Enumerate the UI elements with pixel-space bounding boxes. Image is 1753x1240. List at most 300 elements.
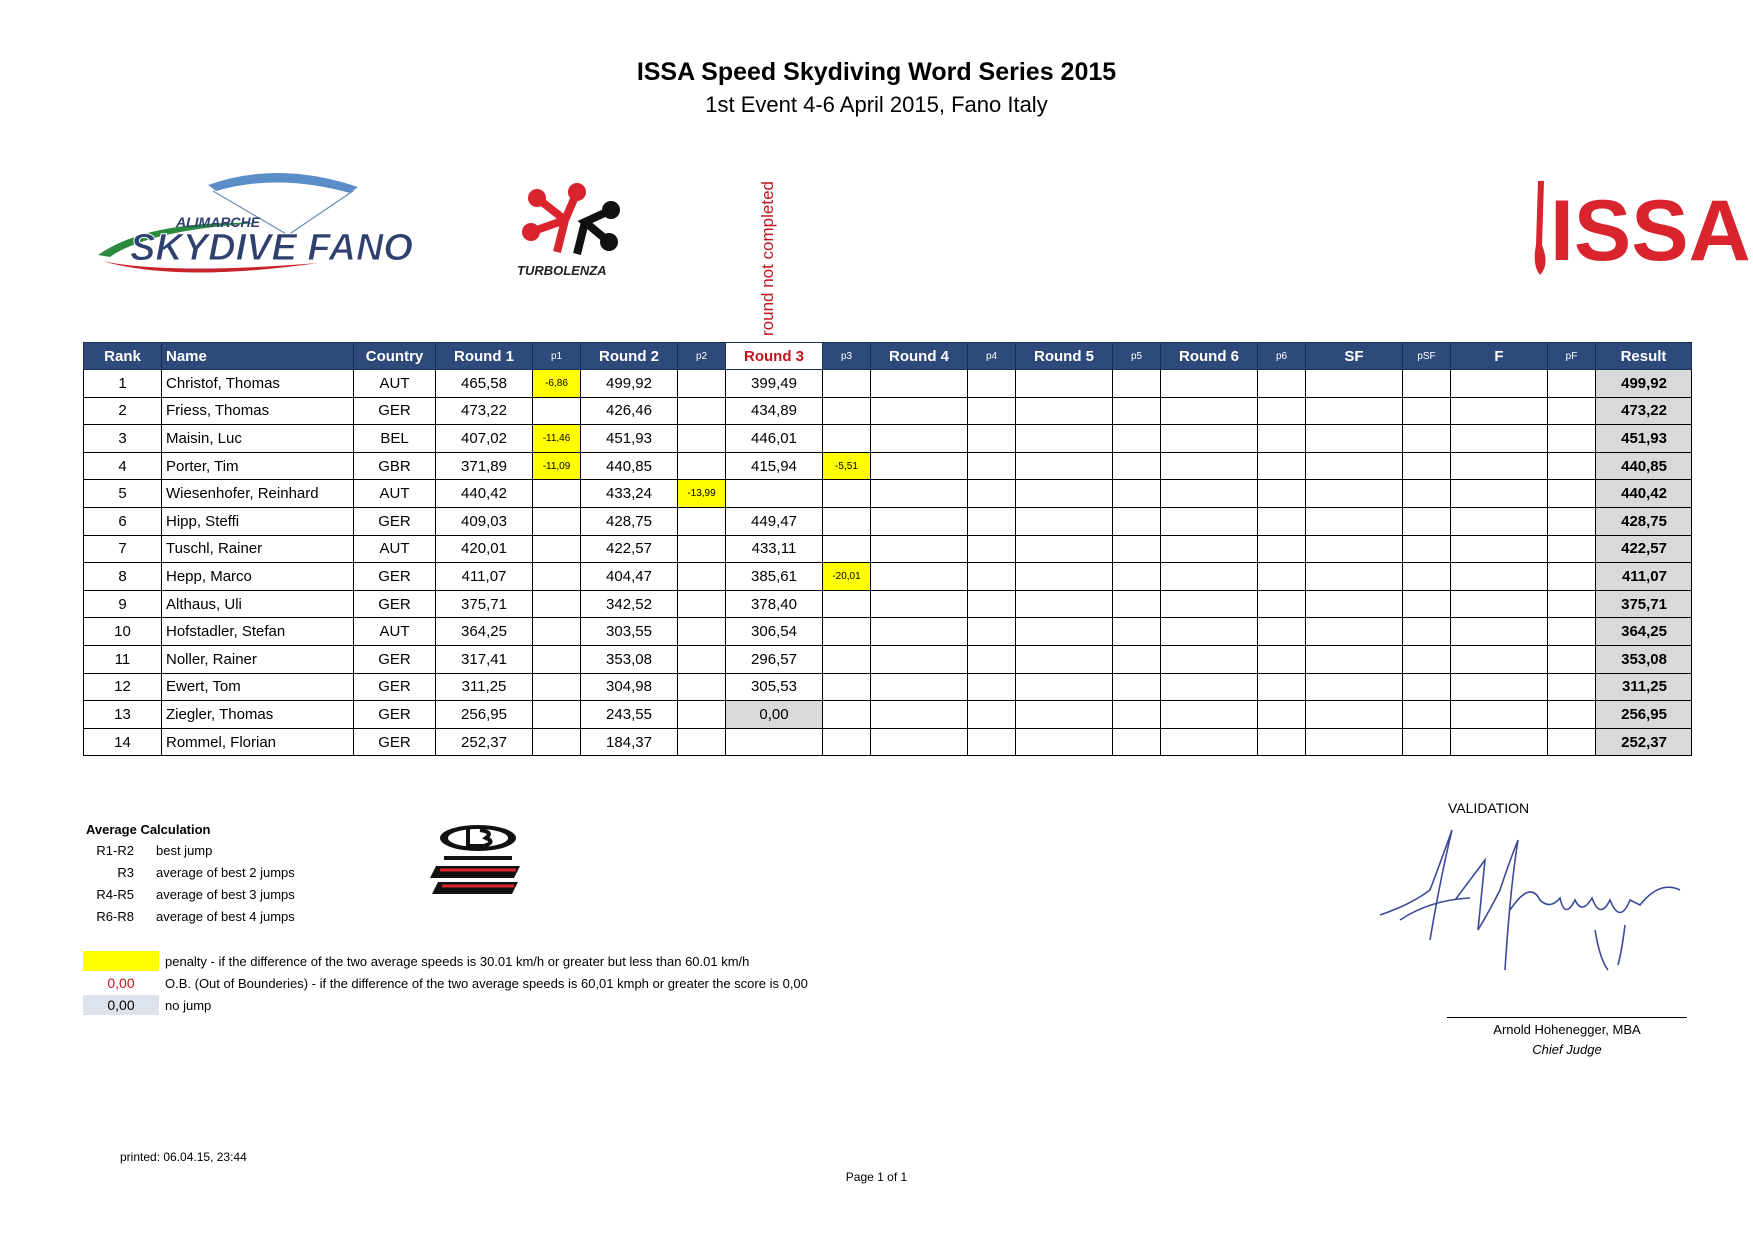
header-round1: Round 1 (436, 343, 533, 370)
p5-cell (1113, 590, 1161, 618)
rank-cell: 2 (84, 397, 162, 425)
signature-line (1447, 1017, 1687, 1018)
p3-cell: -20,01 (823, 563, 871, 591)
result-cell: 499,92 (1596, 370, 1692, 398)
p4-cell (968, 618, 1016, 646)
pf-cell (1548, 535, 1596, 563)
p4-cell (968, 452, 1016, 480)
p6-cell (1258, 673, 1306, 701)
round1-cell: 252,37 (436, 728, 533, 756)
pf-cell (1548, 673, 1596, 701)
turbolenza-logo (515, 180, 635, 280)
table-row (84, 645, 1692, 673)
p4-cell (968, 425, 1016, 453)
round4-cell (871, 452, 968, 480)
name-cell: Christof, Thomas (162, 370, 354, 398)
round3-cell: 385,61 (726, 563, 823, 591)
p6-cell (1258, 701, 1306, 729)
table-row (84, 701, 1692, 729)
round5-cell (1016, 370, 1113, 398)
round5-cell (1016, 452, 1113, 480)
penalty-text: penalty - if the difference of the two average speeds is 30.01 km/h or greater but less than 60.01 km/h (165, 953, 750, 969)
p4-cell (968, 728, 1016, 756)
pf-cell (1548, 701, 1596, 729)
sf-cell (1306, 397, 1403, 425)
round6-cell (1161, 370, 1258, 398)
avg-text: average of best 3 jumps (156, 887, 295, 902)
p6-cell (1258, 370, 1306, 398)
table-row (84, 370, 1692, 398)
rank-cell: 8 (84, 563, 162, 591)
round5-cell (1016, 563, 1113, 591)
p3-cell (823, 425, 871, 453)
round2-cell: 404,47 (581, 563, 678, 591)
psf-cell (1403, 563, 1451, 591)
avg-text: average of best 2 jumps (156, 865, 295, 880)
issa-logo (1520, 175, 1751, 285)
round6-cell (1161, 507, 1258, 535)
p3-cell (823, 645, 871, 673)
p1-cell: -11,09 (533, 452, 581, 480)
p5-cell (1113, 563, 1161, 591)
psf-cell (1403, 701, 1451, 729)
p1-cell: -6,86 (533, 370, 581, 398)
round3-cell: 378,40 (726, 590, 823, 618)
p6-cell (1258, 535, 1306, 563)
round6-cell (1161, 728, 1258, 756)
name-cell: Ewert, Tom (162, 673, 354, 701)
result-cell: 256,95 (1596, 701, 1692, 729)
result-cell: 353,08 (1596, 645, 1692, 673)
round2-cell: 433,24 (581, 480, 678, 508)
name-cell: Maisin, Luc (162, 425, 354, 453)
pf-cell (1548, 452, 1596, 480)
list-item (86, 865, 295, 887)
p3-cell (823, 618, 871, 646)
p2-cell (678, 701, 726, 729)
p3-cell (823, 701, 871, 729)
p6-cell (1258, 645, 1306, 673)
country-cell: GER (354, 701, 436, 729)
round4-cell (871, 673, 968, 701)
p1-cell (533, 507, 581, 535)
signature (1360, 820, 1690, 980)
result-cell: 440,85 (1596, 452, 1692, 480)
p5-cell (1113, 673, 1161, 701)
printed-timestamp: printed: 06.04.15, 23:44 (120, 1150, 247, 1164)
p2-cell (678, 645, 726, 673)
p1-cell (533, 397, 581, 425)
sf-cell (1306, 645, 1403, 673)
round3-cell: 433,11 (726, 535, 823, 563)
sf-cell (1306, 673, 1403, 701)
f-cell (1451, 370, 1548, 398)
legend-no-jump (83, 994, 808, 1016)
country-cell: GBR (354, 452, 436, 480)
header-round5: Round 5 (1016, 343, 1113, 370)
round3-cell (726, 480, 823, 508)
psf-cell (1403, 535, 1451, 563)
p6-cell (1258, 728, 1306, 756)
result-cell: 364,25 (1596, 618, 1692, 646)
country-cell: GER (354, 590, 436, 618)
country-cell: GER (354, 673, 436, 701)
round2-cell: 451,93 (581, 425, 678, 453)
table-row (84, 480, 1692, 508)
name-cell: Noller, Rainer (162, 645, 354, 673)
avg-code: R3 (117, 865, 134, 880)
svg-text:TURBOLENZA: TURBOLENZA (517, 263, 607, 278)
p4-cell (968, 673, 1016, 701)
table-row (84, 590, 1692, 618)
sf-cell (1306, 425, 1403, 453)
results-table (83, 342, 1692, 756)
result-cell: 440,42 (1596, 480, 1692, 508)
round5-cell (1016, 728, 1113, 756)
round5-cell (1016, 535, 1113, 563)
p4-cell (968, 563, 1016, 591)
nojump-swatch: 0,00 (83, 995, 159, 1015)
round4-cell (871, 701, 968, 729)
round1-cell: 465,58 (436, 370, 533, 398)
round6-cell (1161, 397, 1258, 425)
rank-cell: 12 (84, 673, 162, 701)
rank-cell: 14 (84, 728, 162, 756)
psf-cell (1403, 645, 1451, 673)
psf-cell (1403, 507, 1451, 535)
pf-cell (1548, 425, 1596, 453)
name-cell: Hofstadler, Stefan (162, 618, 354, 646)
f-cell (1451, 507, 1548, 535)
header-p5: p5 (1113, 343, 1161, 370)
rank-cell: 3 (84, 425, 162, 453)
rank-cell: 11 (84, 645, 162, 673)
document-subtitle: 1st Event 4-6 April 2015, Fano Italy (705, 92, 1048, 117)
round4-cell (871, 370, 968, 398)
round6-cell (1161, 452, 1258, 480)
round3-cell: 306,54 (726, 618, 823, 646)
header-round6: Round 6 (1161, 343, 1258, 370)
p2-cell (678, 370, 726, 398)
legend-penalty (83, 950, 808, 972)
country-cell: AUT (354, 618, 436, 646)
header-round2: Round 2 (581, 343, 678, 370)
sf-cell (1306, 480, 1403, 508)
name-cell: Althaus, Uli (162, 590, 354, 618)
round3-cell: 434,89 (726, 397, 823, 425)
p2-cell (678, 425, 726, 453)
document-title: ISSA Speed Skydiving Word Series 2015 (636, 58, 1117, 86)
psf-cell (1403, 728, 1451, 756)
round4-cell (871, 507, 968, 535)
p2-cell (678, 535, 726, 563)
round2-cell: 243,55 (581, 701, 678, 729)
result-cell: 451,93 (1596, 425, 1692, 453)
psf-cell (1403, 673, 1451, 701)
f-cell (1451, 701, 1548, 729)
result-cell: 422,57 (1596, 535, 1692, 563)
pf-cell (1548, 618, 1596, 646)
header-p2: p2 (678, 343, 726, 370)
country-cell: BEL (354, 425, 436, 453)
f-cell (1451, 452, 1548, 480)
p6-cell (1258, 590, 1306, 618)
round1-cell: 420,01 (436, 535, 533, 563)
round5-cell (1016, 590, 1113, 618)
round4-cell (871, 728, 968, 756)
p2-cell (678, 618, 726, 646)
table-row (84, 535, 1692, 563)
round2-cell: 422,57 (581, 535, 678, 563)
p1-cell (533, 535, 581, 563)
p1-cell (533, 618, 581, 646)
average-calculation-title: Average Calculation (86, 822, 211, 837)
header-round3: Round 3 (726, 343, 823, 370)
f-cell (1451, 673, 1548, 701)
p5-cell (1113, 701, 1161, 729)
round1-cell: 364,25 (436, 618, 533, 646)
psf-cell (1403, 618, 1451, 646)
header-name: Name (162, 343, 354, 370)
ob-text: O.B. (Out of Bounderies) - if the difference of the two average speeds is 60,01 kmph or greater the score is 0,00 (165, 975, 808, 991)
pf-cell (1548, 563, 1596, 591)
round1-cell: 311,25 (436, 673, 533, 701)
f-cell (1451, 645, 1548, 673)
country-cell: GER (354, 728, 436, 756)
round3-cell: 449,47 (726, 507, 823, 535)
table-row (84, 507, 1692, 535)
round2-cell: 440,85 (581, 452, 678, 480)
round6-cell (1161, 645, 1258, 673)
round2-cell: 303,55 (581, 618, 678, 646)
p2-cell (678, 452, 726, 480)
svg-text:SKYDIVE FANO: SKYDIVE FANO (130, 227, 413, 269)
judge-name: Arnold Hohenegger, MBA (1493, 1022, 1641, 1037)
list-item (86, 909, 295, 931)
psf-cell (1403, 370, 1451, 398)
round5-cell (1016, 397, 1113, 425)
round2-cell: 428,75 (581, 507, 678, 535)
p6-cell (1258, 618, 1306, 646)
p5-cell (1113, 370, 1161, 398)
p4-cell (968, 480, 1016, 508)
sf-cell (1306, 701, 1403, 729)
round2-cell: 353,08 (581, 645, 678, 673)
larsen-brusgaard-logo (428, 822, 528, 902)
country-cell: GER (354, 507, 436, 535)
header-p4: p4 (968, 343, 1016, 370)
round4-cell (871, 645, 968, 673)
header-pf: pF (1548, 343, 1596, 370)
country-cell: GER (354, 397, 436, 425)
header-p3: p3 (823, 343, 871, 370)
name-cell: Tuschl, Rainer (162, 535, 354, 563)
psf-cell (1403, 425, 1451, 453)
f-cell (1451, 590, 1548, 618)
rank-cell: 6 (84, 507, 162, 535)
table-row (84, 425, 1692, 453)
f-cell (1451, 618, 1548, 646)
nojump-text: no jump (165, 997, 212, 1013)
svg-text:ALIMARCHE: ALIMARCHE (176, 214, 260, 230)
round1-cell: 256,95 (436, 701, 533, 729)
round3-cell: 399,49 (726, 370, 823, 398)
round3-cell: 0,00 (726, 701, 823, 729)
f-cell (1451, 425, 1548, 453)
average-calculation (86, 822, 295, 931)
p1-cell (533, 563, 581, 591)
p1-cell (533, 645, 581, 673)
sf-cell (1306, 618, 1403, 646)
rank-cell: 7 (84, 535, 162, 563)
round-not-completed-note: round not completed (758, 181, 777, 336)
round2-cell: 184,37 (581, 728, 678, 756)
p3-cell (823, 535, 871, 563)
sf-cell (1306, 563, 1403, 591)
p3-cell (823, 370, 871, 398)
svg-text:ISSA: ISSA (1550, 183, 1751, 279)
p5-cell (1113, 728, 1161, 756)
round4-cell (871, 618, 968, 646)
name-cell: Ziegler, Thomas (162, 701, 354, 729)
ob-swatch: 0,00 (107, 975, 135, 991)
round4-cell (871, 425, 968, 453)
pf-cell (1548, 645, 1596, 673)
table-row (84, 563, 1692, 591)
p3-cell (823, 728, 871, 756)
p3-cell (823, 480, 871, 508)
header-p1: p1 (533, 343, 581, 370)
avg-text: average of best 4 jumps (156, 909, 295, 924)
table-row (84, 728, 1692, 756)
round3-cell: 446,01 (726, 425, 823, 453)
p1-cell (533, 480, 581, 508)
round1-cell: 409,03 (436, 507, 533, 535)
round6-cell (1161, 563, 1258, 591)
round4-cell (871, 590, 968, 618)
round4-cell (871, 535, 968, 563)
p4-cell (968, 535, 1016, 563)
p4-cell (968, 397, 1016, 425)
round1-cell: 411,07 (436, 563, 533, 591)
p2-cell (678, 590, 726, 618)
round3-cell: 415,94 (726, 452, 823, 480)
round5-cell (1016, 425, 1113, 453)
name-cell: Hipp, Steffi (162, 507, 354, 535)
p2-cell (678, 397, 726, 425)
round6-cell (1161, 535, 1258, 563)
f-cell (1451, 535, 1548, 563)
header-round4: Round 4 (871, 343, 968, 370)
round5-cell (1016, 618, 1113, 646)
country-cell: AUT (354, 480, 436, 508)
skydive-fano-logo (88, 165, 468, 295)
pf-cell (1548, 507, 1596, 535)
name-cell: Wiesenhofer, Reinhard (162, 480, 354, 508)
result-cell: 375,71 (1596, 590, 1692, 618)
table-row (84, 397, 1692, 425)
p3-cell (823, 507, 871, 535)
round6-cell (1161, 425, 1258, 453)
table-header-row (84, 343, 1692, 370)
list-item (86, 887, 295, 909)
rank-cell: 1 (84, 370, 162, 398)
p5-cell (1113, 507, 1161, 535)
header-country: Country (354, 343, 436, 370)
sf-cell (1306, 507, 1403, 535)
round6-cell (1161, 673, 1258, 701)
name-cell: Porter, Tim (162, 452, 354, 480)
round6-cell (1161, 480, 1258, 508)
header-p6: p6 (1258, 343, 1306, 370)
avg-code: R1-R2 (96, 843, 134, 858)
rank-cell: 13 (84, 701, 162, 729)
pf-cell (1548, 590, 1596, 618)
p1-cell: -11,46 (533, 425, 581, 453)
pf-cell (1548, 397, 1596, 425)
judge-role: Chief Judge (1532, 1042, 1602, 1057)
p5-cell (1113, 535, 1161, 563)
round2-cell: 304,98 (581, 673, 678, 701)
round2-cell: 426,46 (581, 397, 678, 425)
round5-cell (1016, 507, 1113, 535)
header-result: Result (1596, 343, 1692, 370)
round1-cell: 407,02 (436, 425, 533, 453)
country-cell: AUT (354, 535, 436, 563)
result-cell: 411,07 (1596, 563, 1692, 591)
table-row (84, 673, 1692, 701)
country-cell: GER (354, 645, 436, 673)
p2-cell (678, 673, 726, 701)
table-row (84, 452, 1692, 480)
p3-cell: -5,51 (823, 452, 871, 480)
round5-cell (1016, 701, 1113, 729)
round6-cell (1161, 701, 1258, 729)
pf-cell (1548, 480, 1596, 508)
header-rank: Rank (84, 343, 162, 370)
round1-cell: 317,41 (436, 645, 533, 673)
p1-cell (533, 590, 581, 618)
header-sf: SF (1306, 343, 1403, 370)
pf-cell (1548, 728, 1596, 756)
country-cell: AUT (354, 370, 436, 398)
result-cell: 428,75 (1596, 507, 1692, 535)
pf-cell (1548, 370, 1596, 398)
avg-code: R4-R5 (96, 887, 134, 902)
rank-cell: 5 (84, 480, 162, 508)
sf-cell (1306, 535, 1403, 563)
name-cell: Friess, Thomas (162, 397, 354, 425)
name-cell: Rommel, Florian (162, 728, 354, 756)
rank-cell: 4 (84, 452, 162, 480)
avg-text: best jump (156, 843, 213, 858)
round5-cell (1016, 673, 1113, 701)
p5-cell (1113, 452, 1161, 480)
f-cell (1451, 728, 1548, 756)
p2-cell (678, 563, 726, 591)
rank-cell: 9 (84, 590, 162, 618)
round1-cell: 473,22 (436, 397, 533, 425)
p6-cell (1258, 452, 1306, 480)
header-f: F (1451, 343, 1548, 370)
round4-cell (871, 480, 968, 508)
p4-cell (968, 590, 1016, 618)
psf-cell (1403, 452, 1451, 480)
round5-cell (1016, 645, 1113, 673)
round3-cell: 296,57 (726, 645, 823, 673)
p4-cell (968, 645, 1016, 673)
p6-cell (1258, 425, 1306, 453)
